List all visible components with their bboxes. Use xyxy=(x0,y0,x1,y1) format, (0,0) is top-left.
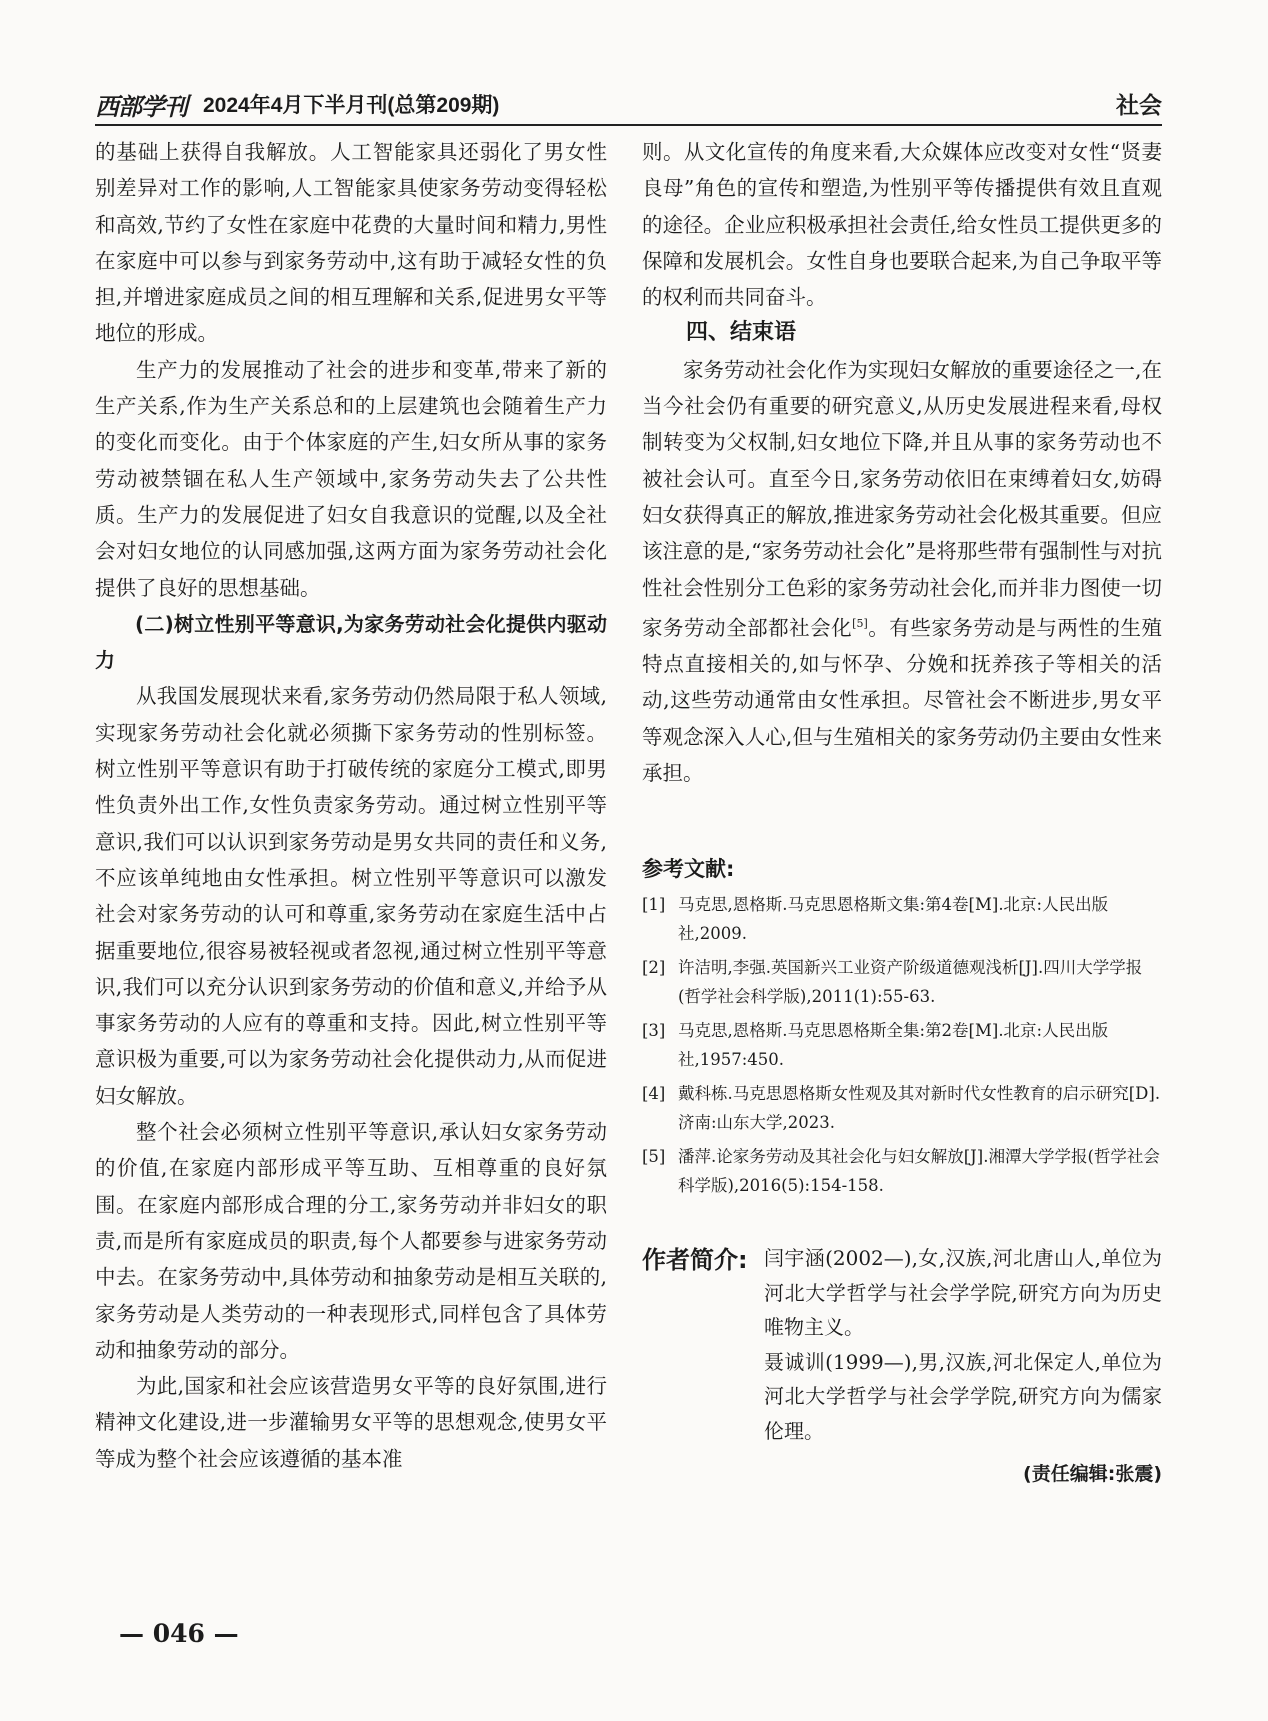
reference-number: [3] xyxy=(642,1021,666,1040)
paragraph: 为此,国家和社会应该营造男女平等的良好氛围,进行精神文化建设,进一步灌输男女平等的思想观念,使男女平等成为整个社会应该遵循的基本准 xyxy=(95,1374,607,1471)
author-intro-label: 作者简介: xyxy=(642,1246,748,1274)
header-rule xyxy=(95,124,1162,126)
reference-item xyxy=(642,953,1162,1011)
citation-marker: [5] xyxy=(852,616,868,630)
paragraph: 从我国发展现状来看,家务劳动仍然局限于私人领域,实现家务劳动社会化就必须撕下家务劳动的性别标签。树立性别平等意识有助于打破传统的家庭分工模式,即男性负责外出工作,女性负责家务劳动。通过树立性别平等意识,我们可以认识到家务劳动是男女共同的责任和义务,不应该单纯地由女性承担。树立性别平等意识可以激发社会对家务劳动的认可和尊重,家务劳动在家庭生活中占据重要地位,很容易被轻视或者忽视,通过树立性别平等意识,我们可以充分认识到家务劳动的价值和意义,并给予从事家务劳动的人应有的尊重和支持。因此,树立性别平等意识极为重要,可以为家务劳动社会化提供动力,从而促进妇女解放。 xyxy=(95,684,607,1108)
author-intro xyxy=(764,1241,1162,1448)
responsible-editor: (责任编辑:张震) xyxy=(1023,1463,1162,1485)
journal-logo: 西部学刊 xyxy=(95,92,187,121)
reference-number: [2] xyxy=(642,958,666,977)
references-title: 参考文献: xyxy=(642,857,735,881)
reference-text: 戴科栋.马克思恩格斯女性观及其对新时代女性教育的启示研究[D].济南:山东大学,2023. xyxy=(678,1084,1161,1132)
reference-item xyxy=(642,1016,1162,1074)
paragraph: 整个社会必须树立性别平等意识,承认妇女家务劳动的价值,在家庭内部形成平等互助、互相尊重的良好氛围。在家庭内部形成合理的分工,家务劳动并非妇女的职责,而是所有家庭成员的职责,每个人都要参与进家务劳动中去。在家务劳动中,具体劳动和抽象劳动是相互关联的,家务劳动是人类劳动的一种表现形式,同样包含了具体劳动和抽象劳动的部分。 xyxy=(95,1120,607,1362)
page-number: — 046 — xyxy=(119,1619,239,1648)
references-list xyxy=(642,890,1162,1205)
paragraph-text: 。有些家务劳动是与两性的生殖特点直接相关的,如与怀孕、分娩和抚养孩子等相关的活动,这些劳动通常由女性承担。尽管社会不断进步,男女平等观念深入人心,但与生殖相关的家务劳动仍主要由女性来承担。 xyxy=(642,615,1163,785)
paragraph: 生产力的发展推动了社会的进步和变革,带来了新的生产关系,作为生产关系总和的上层建筑也会随着生产力的变化而变化。由于个体家庭的产生,妇女所从事的家务劳动被禁锢在私人生产领域中,家务劳动失去了公共性质。生产力的发展促进了妇女自我意识的觉醒,以及全社会对妇女地位的认同感加强,这两方面为家务劳动社会化提供了良好的思想基础。 xyxy=(95,357,607,600)
reference-text: 马克思,恩格斯.马克思恩格斯全集:第2卷[M].北京:人民出版社,1957:450. xyxy=(678,1021,1109,1069)
author-bio: 聂诚训(1999—),男,汉族,河北保定人,单位为河北大学哲学与社会学学院,研究方向为儒家伦理。 xyxy=(764,1349,1162,1443)
paragraph: 则。从文化宣传的角度来看,大众媒体应改变对女性“贤妻良母”角色的宣传和塑造,为性别平等传播提供有效且直观的途径。企业应积极承担社会责任,给女性员工提供更多的保障和发展机会。女性自身也要联合起来,为自己争取平等的权利而共同奋斗。 xyxy=(642,140,1162,310)
reference-number: [4] xyxy=(642,1084,666,1103)
section-heading: 四、结束语 xyxy=(686,320,797,346)
reference-number: [1] xyxy=(642,895,666,914)
reference-item xyxy=(642,890,1162,948)
paragraph xyxy=(642,352,1162,791)
author-bio: 闫宇涵(2002—),女,汉族,河北唐山人,单位为河北大学哲学与社会学学院,研究方向为历史唯物主义。 xyxy=(764,1246,1162,1339)
reference-text: 马克思,恩格斯.马克思恩格斯文集:第4卷[M].北京:人民出版社,2009. xyxy=(678,895,1109,943)
right-column xyxy=(642,134,1162,791)
reference-text: 许洁明,李强.英国新兴工业资产阶级道德观浅析[J].四川大学学报(哲学社会科学版),2011(1):55-63. xyxy=(678,958,1143,1006)
issue-info: 2024年4月下半月刊(总第209期) xyxy=(203,94,500,117)
reference-text: 潘萍.论家务劳动及其社会化与妇女解放[J].湘潭大学学报(哲学社会科学版),2016(5):154-158. xyxy=(678,1147,1160,1195)
section-label: 社会 xyxy=(1116,93,1162,119)
reference-item xyxy=(642,1079,1162,1137)
subheading: (二)树立性别平等意识,为家务劳动社会化提供内驱动力 xyxy=(95,611,607,673)
page-header xyxy=(95,84,1162,121)
paragraph-text: 家务劳动社会化作为实现妇女解放的重要途径之一,在当今社会仍有重要的研究意义,从历史发展进程来看,母权制转变为父权制,妇女地位下降,并且从事的家务劳动也不被社会认可。直至今日,家务劳动依旧在束缚着妇女,妨碍妇女获得真正的解放,推进家务劳动社会化极其重要。但应该注意的是,“家务劳动社会化”是将那些带有强制性与对抗性社会性别分工色彩的家务劳动社会化,而并非力图使一切家务劳动全部都社会化 xyxy=(642,357,1162,640)
left-column xyxy=(95,134,607,1477)
reference-item xyxy=(642,1142,1162,1200)
paragraph: 的基础上获得自我解放。人工智能家具还弱化了男女性别差异对工作的影响,人工智能家具使家务劳动变得轻松和高效,节约了女性在家庭中花费的大量时间和精力,男性在家庭中可以参与到家务劳动中,这有助于减轻女性的负担,并增进家庭成员之间的相互理解和关系,促进男女平等地位的形成。 xyxy=(95,140,607,346)
reference-number: [5] xyxy=(642,1147,666,1166)
